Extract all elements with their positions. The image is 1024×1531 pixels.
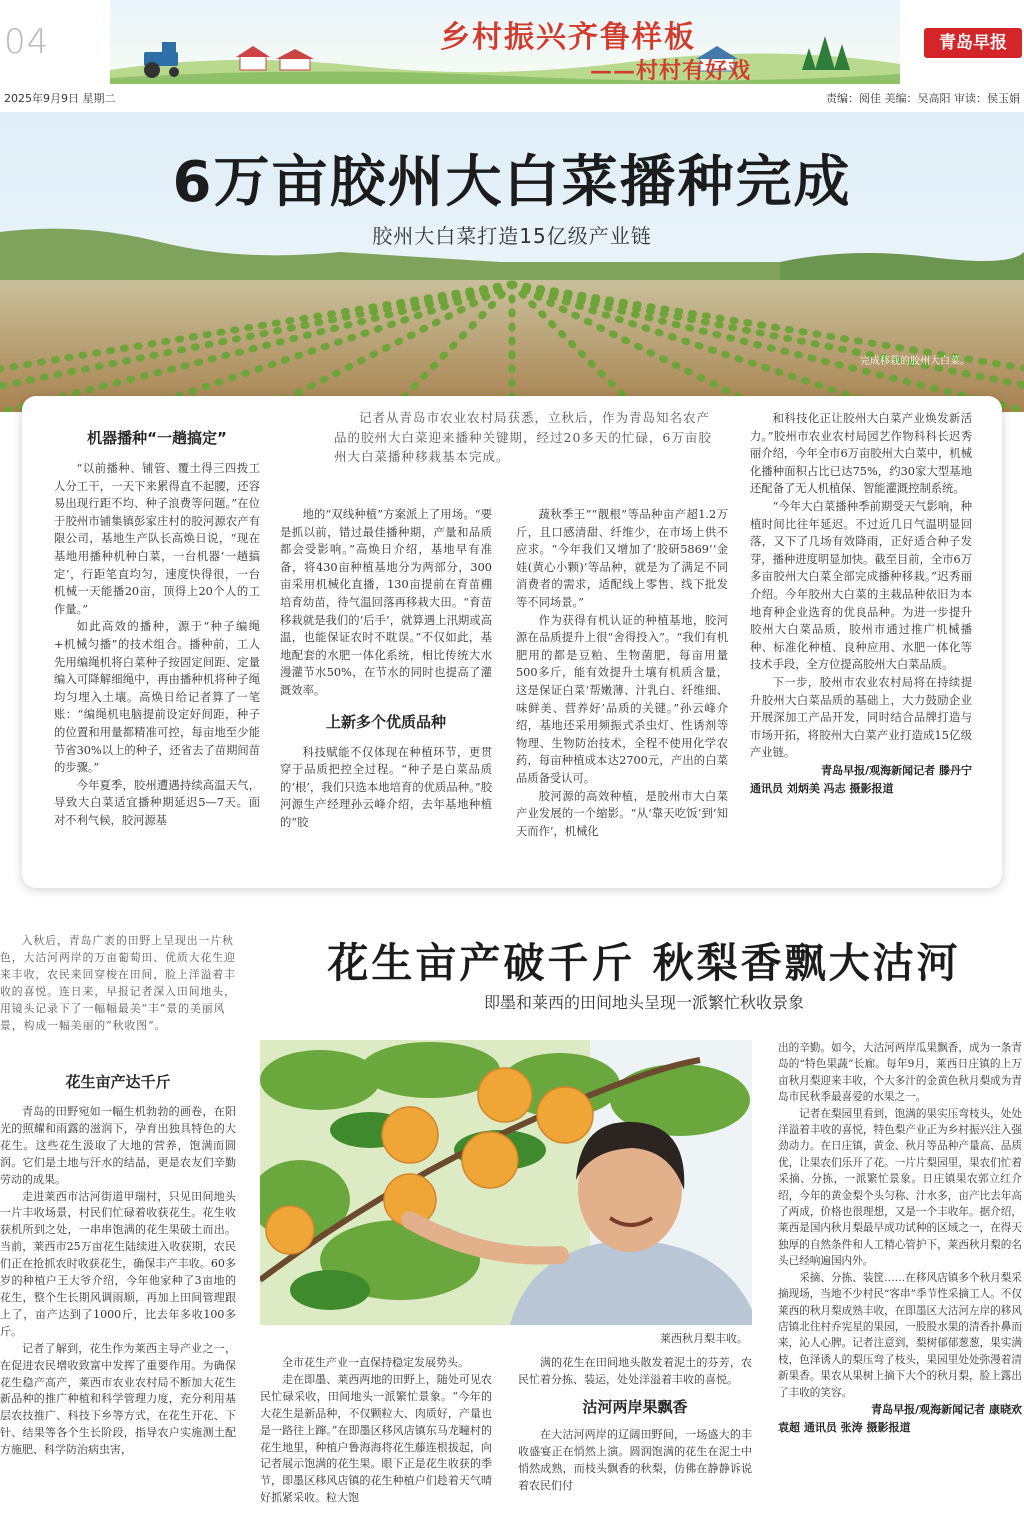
article-column-4 [750, 410, 972, 798]
photo-caption-cabbage: 完成移栽的胶州大白菜。 [860, 356, 970, 367]
article-column-d [778, 1040, 1022, 1437]
paragraph: 走在即墨、莱西两地的田野上，随处可见农民忙碌采收，田间地头一派繁忙景象。“今年的大花生是新品种，不仅颗粒大、肉质好，产量也是一路往上蹿。”在即墨区移风店镇东马龙疃村的花生地里，种植户鲁海海将花生藤连根拔起，向记者展示饱满的花生果。眼下正是花生收获的季节，即墨区移风店镇的花生种植户们趁着天气晴好抓紧采收。粒大饱 [260, 1372, 492, 1505]
byline-photo: 袁超 通讯员 张涛 摄影报道 [778, 1420, 911, 1434]
newspaper-logo: 青岛早报 [924, 28, 1022, 58]
column-title: 乡村振兴齐鲁样板 [440, 20, 696, 55]
paragraph: 出的辛勤。如今，大沽河两岸瓜果飘香，成为一条青岛的“特色果蔬”长廊。每年9月，莱西日庄镇的上万亩秋月梨迎来丰收，个大多汁的金黄色秋月梨成为青岛市民秋季最喜爱的水果之一。 [778, 1042, 1022, 1104]
paragraph: 记者在梨园里看到，饱满的果实压弯枝头，处处洋溢着丰收的喜悦，特色梨产业正为乡村振兴注入强劲动力。在日庄镇，黄金、秋月等品种产量高、品质优，让果农们乐开了花。一片片梨园里，果农们忙着采摘、分拣，一派繁忙景象。日庄镇果农郭立红介绍，今年的黄金梨个头匀称、汁水多，亩产比去年高了两成，价格也很理想，又是一个丰收年。据介绍，莱西是国内秋月梨最早成功试种的区域之一，在得天独厚的自然条件和人工精心管护下，莱西秋月梨的名头已经响遍国内外。 [778, 1107, 1022, 1268]
article-lead-cabbage: 记者从青岛市农业农村局获悉，立秋后，作为青岛知名农产品的胶州大白菜迎来播种关键期，经过20多天的忙碌，6万亩胶州大白菜播种移栽基本完成。 [334, 410, 712, 464]
article-column-2 [280, 506, 492, 832]
paragraph: 地的“双线种植”方案派上了用场。“要是抓以前，错过最佳播种期，产量和品质都会受影响。”高焕日介绍，基地早有准备，将430亩种植基地分为两部分，300亩采用机械化直播，130亩提前在育苗棚培育幼苗，待气温回落再移栽大田。“育苗移栽就是我们的‘后手’，就算遇上汛期或高温，也能保证农时不耽误。”不仅如此，基地配套的水肥一体化系统，相比传统大水漫灌节水50%，在节水的同时也提高了灌溉效率。 [280, 508, 492, 697]
paragraph: 记者了解到，花生作为莱西主导产业之一，在促进农民增收致富中发挥了重要作用。为确保花生稳产高产，莱西市农业农村局不断加大花生新品种的推广种植和科学管理力度，充分利用基层农技推广、科技下乡等方式，在花生开花、下针、结果等各个生长阶段，指导农户实施测土配方施肥、科学防治病虫害， [0, 1341, 236, 1457]
subheadline-cabbage: 胶州大白菜打造15亿级产业链 [372, 224, 652, 248]
article-column-1 [54, 424, 260, 829]
subheadline-harvest: 即墨和莱西的田间地头呈现一派繁忙秋收景象 [483, 993, 804, 1012]
paragraph: 蔬秋季王”“靓根”等品种亩产超1.2万斤，且口感清甜、纤维少，在市场上供不应求。“今年我们又增加了‘胶研5869’‘金娃(黄心小颗)’等品种，就是为了满足不同消费者的需求，适配线上零售、线下批发等不同场景。” [516, 508, 728, 609]
byline-reporter: 青岛早报/观海新闻记者 滕丹宁 [821, 763, 972, 777]
headline-cabbage: 6万亩胶州大白菜播种完成 [172, 150, 852, 215]
article-column-3 [516, 506, 728, 840]
masthead [0, 0, 1024, 88]
paragraph: 科技赋能不仅体现在种植环节，更贯穿于品质把控全过程。“种子是白菜品质的‘根’，我们只选本地培育的优质品种。”胶河源生产经理孙云峰介绍，去年基地种植的“胶 [280, 745, 492, 829]
paragraph: “今年大白菜播种季前期受天气影响，种植时间比往年延迟。不过近几日气温明显回落，又下了几场有效降雨，正好适合种子发芽，播种进度明显加快。截至目前，全市6万多亩胶州大白菜全部完成播种移栽。”迟秀丽介绍。今年胶州大白菜的主栽品种依旧为本地育种企业选育的优良品种。为进一步提升胶州大白菜品质，胶州市通过推广机械播种、标准化种植、良种应用、水肥一体化等技术手段，全方位提高胶州大白菜品质。 [750, 499, 972, 672]
column-subtitle: ——村村有好戏 [590, 58, 752, 84]
byline-reporter: 青岛早报/观海新闻记者 康晓欢 [871, 1402, 1022, 1416]
paragraph: 作为获得有机认证的种植基地，胶河源在品质提升上很“舍得投入”。“我们有机肥用的都是豆粕、生物菌肥，每亩用量500多斤，能有效提升土壤有机质含量，这是保证白菜‘帮嫩薄、汁乳白、纤维细、味鲜美、营养好’品质的关键。”孙云峰介绍，基地还采用频振式杀虫灯、性诱剂等物理、生物防治技术，全程不使用化学农药，每亩种植成本达2700元，产出的白菜品质备受认可。 [516, 613, 728, 785]
editor-credits: 责编：阅佳 美编：吴高阳 审读：侯玉娟 [826, 92, 1020, 105]
headline-harvest: 花生亩产破千斤 秋梨香飘大沽河 [327, 939, 961, 987]
article-column-b [260, 1355, 492, 1507]
paragraph: 今年夏季，胶州遭遇持续高温天气，导致大白菜适宜播种期延迟5—7天。面对不利气候，胶河源基 [54, 778, 260, 827]
byline-photo: 通讯员 刘炳美 冯志 摄影报道 [750, 781, 894, 795]
photo-caption-pear: 莱西秋月梨丰收。 [660, 1332, 748, 1345]
article-card-cabbage [22, 396, 1002, 888]
paragraph: 和科技化正让胶州大白菜产业焕发新活力。”胶州市农业农村局园艺作物科科长迟秀丽介绍，今年全市6万亩胶州大白菜中，机械化播种面积占比已达75%，约30家大型基地还配备了无人机植保、智能灌溉控制系统。 [750, 412, 972, 496]
section-title-new-varieties: 上新多个优质品种 [325, 712, 446, 731]
article-column-c [518, 1355, 752, 1494]
paragraph: 采摘、分拣、装筐……在移风店镇多个秋月梨采摘现场，当地不少村民“客串”季节性采摘工人。不仅莱西的秋月梨成熟丰收，在即墨区大沽河左岸的移风店镇北住村乔宪星的果园，一股股水果的清香扑鼻而来，沁人心脾。记者注意到，梨树郁郁葱葱，果实满枝，色泽诱人的梨压弯了枝头，果园里处处弥漫着清新果香。果农从果树上摘下大个的秋月梨，脸上露出了丰收的笑容。 [778, 1271, 1022, 1399]
paragraph: “以前播种、铺管、覆土得三四拨工人分工干，一天下来累得直不起腰，还容易出现行距不均、种子浪费等问题。”在位于胶州市铺集镇彭家庄村的胶河源农产有限公司，基地生产队长高焕日说，“现在基地用播种机种白菜，一台机器‘一趟搞定’，行距笔直均匀，速度快得很，一台机械一天能播20亩，顶得上20个人的工作量。” [54, 462, 260, 616]
paragraph: 全市花生产业一直保持稳定发展势头。 [282, 1356, 469, 1369]
paragraph: 在大沽河两岸的辽阔田野间，一场盛大的丰收盛宴正在悄然上演。圆润饱满的花生在泥土中悄然成熟，而枝头飘香的秋梨，仿佛在静静诉说着农民们付 [518, 1427, 752, 1492]
paragraph: 青岛的田野宛如一幅生机勃勃的画卷，在阳光的照耀和雨露的滋润下，孕育出独具特色的大花生。这些花生汲取了大地的营养，饱满而圆润。它们是土地与汗水的结晶，更是农友们辛勤劳动的成果。 [0, 1105, 236, 1186]
paragraph: 下一步，胶州市农业农村局将在持续提升胶州大白菜品质的基础上，大力鼓励企业开展深加工产品开发，同时结合品牌打造与市场开拓，将胶州大白菜产业打造成15亿级产业链。 [750, 675, 972, 760]
section-title-pear: 沽河两岸果飘香 [582, 1397, 688, 1416]
paragraph: 满的花生在田间地头散发着泥土的芬芳，农民忙着分拣、装运，处处洋溢着丰收的喜悦。 [518, 1356, 752, 1386]
page-number: 04 [4, 22, 50, 62]
paragraph: 胶河源的高效种植，是胶州市大白菜产业发展的一个缩影。“从‘靠天吃饭’到‘知天而作’，机械化 [516, 789, 728, 838]
dateline: 2025年9月9日 星期二 [4, 92, 116, 105]
section-title-peanut: 花生亩产达千斤 [65, 1073, 171, 1091]
article-lead-harvest: 入秋后，青岛广袤的田野上呈现出一片秋色，大沽河两岸的万亩葡萄田、优质大花生迎来丰收，农民来回穿梭在田间，脸上洋溢着丰收的喜悦。连日来，早报记者深入田间地头，用镜头记录下了一幅幅最美“丰”景的美丽风景，构成一幅美丽的“秋收图”。 [0, 934, 236, 1032]
pear-harvest-photo [260, 1040, 752, 1325]
paragraph: 如此高效的播种，源于“种子编绳+机械匀播”的技术组合。播种前，工人先用编绳机将白菜种子按固定间距、定量编入可降解细绳中，再由播种机将种子绳均匀埋入土壤。高焕日给记者算了一笔账：“编绳机电脑提前设定好间距，种子的位置和用量都精准可控，每亩地至少能节省30%以上的种子，还省去了苗期间苗的步骤。” [54, 620, 260, 775]
paragraph: 走进莱西市沽河街道甲瑞村，只见田间地头一片丰收场景，村民们忙碌着收获花生。花生收获机所到之处，一串串饱满的花生果破土而出。当前，莱西市25万亩花生陆续进入收获期，农民们正在抢抓农时收获花生，确保丰产丰收。60多岁的种植户王大爷介绍，今年他家种了3亩地的花生，整个生长期风调雨顺，再加上田间管理跟上了，亩产达到了1000斤，比去年多收100多斤。 [0, 1189, 236, 1338]
article-column-a [0, 1068, 236, 1459]
column-banner [110, 0, 900, 84]
section-title-machine-sowing: 机器播种“一趟搞定” [87, 429, 227, 447]
